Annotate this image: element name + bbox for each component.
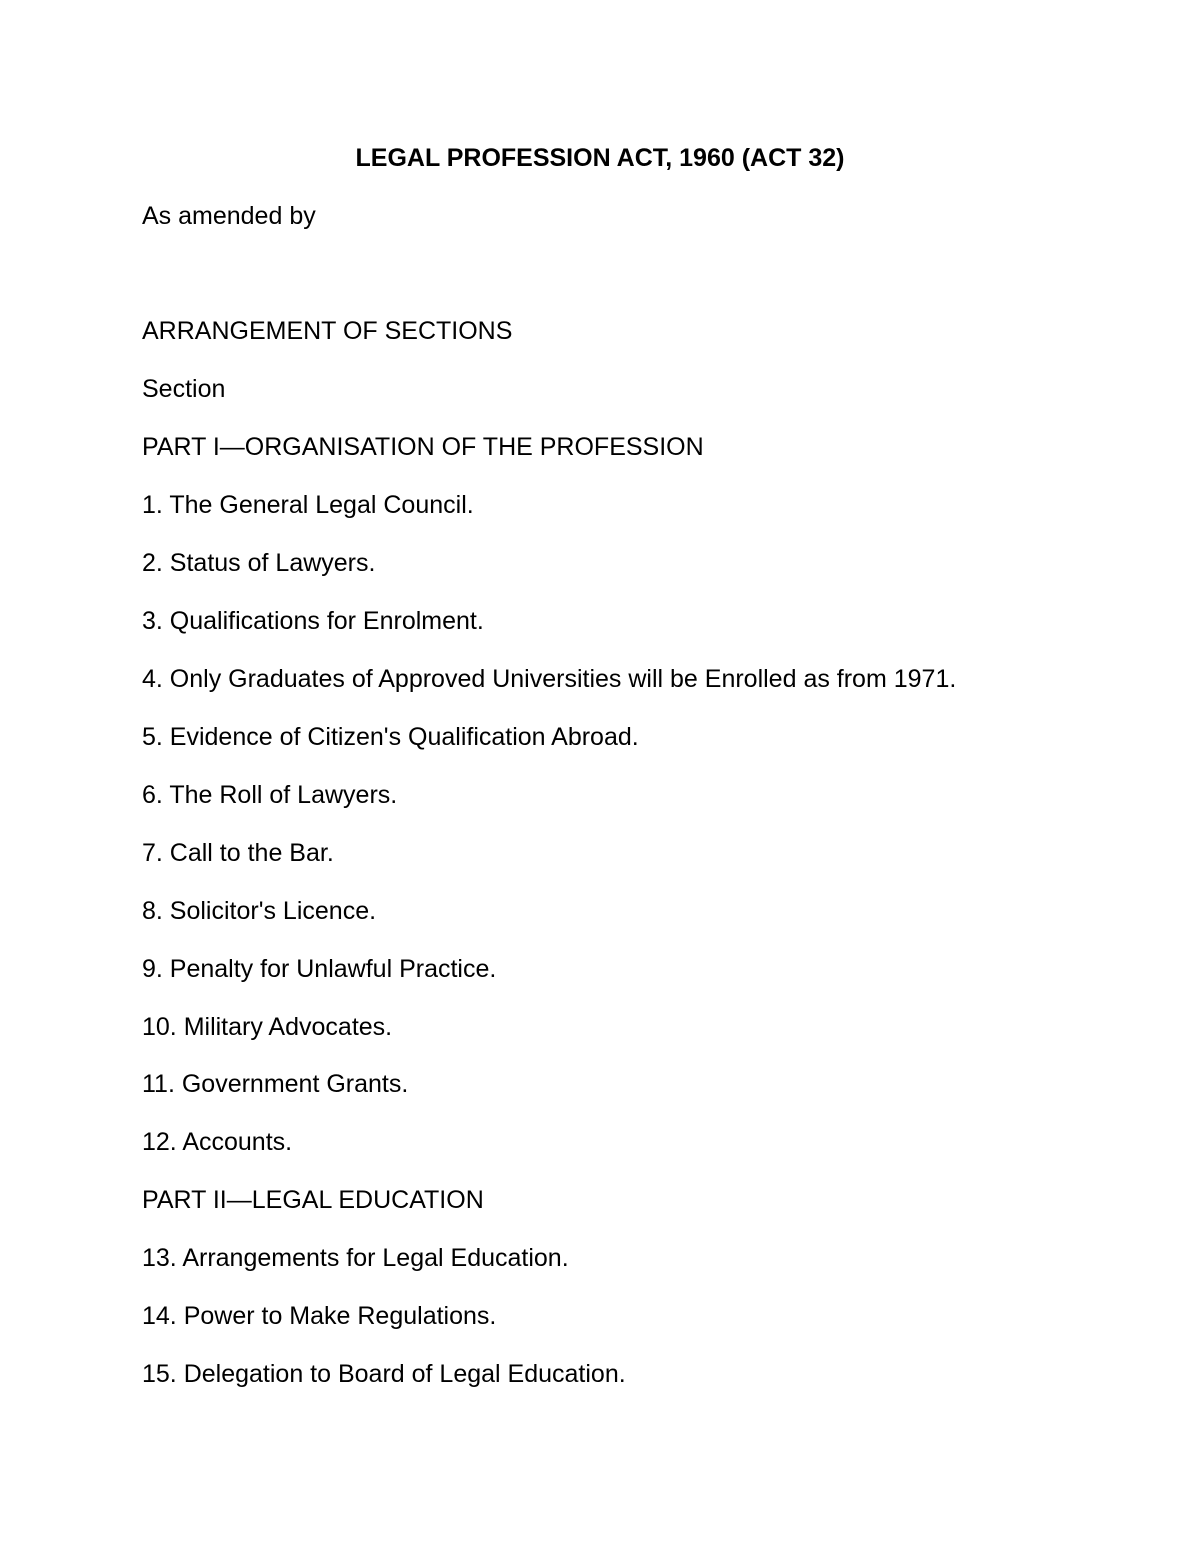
amended-by-text: As amended by <box>142 202 316 230</box>
section-item: 5. Evidence of Citizen's Qualification Abroad. <box>142 723 639 751</box>
document-title: LEGAL PROFESSION ACT, 1960 (ACT 32) <box>355 144 845 172</box>
section-item: 2. Status of Lawyers. <box>142 549 376 577</box>
section-label: Section <box>142 375 226 403</box>
section-item: 12. Accounts. <box>142 1128 293 1156</box>
section-item: 1. The General Legal Council. <box>142 491 474 519</box>
section-item: 14. Power to Make Regulations. <box>142 1302 497 1330</box>
section-item: 10. Military Advocates. <box>142 1013 393 1041</box>
section-item: 13. Arrangements for Legal Education. <box>142 1244 569 1272</box>
section-item: 9. Penalty for Unlawful Practice. <box>142 955 497 983</box>
part-heading: PART I—ORGANISATION OF THE PROFESSION <box>142 433 704 461</box>
part-heading: PART II—LEGAL EDUCATION <box>142 1186 484 1214</box>
section-item: 11. Government Grants. <box>142 1070 409 1098</box>
section-item: 15. Delegation to Board of Legal Education. <box>142 1360 626 1388</box>
section-item: 8. Solicitor's Licence. <box>142 897 377 925</box>
section-item: 3. Qualifications for Enrolment. <box>142 607 484 635</box>
section-item: 7. Call to the Bar. <box>142 839 334 867</box>
arrangement-heading: ARRANGEMENT OF SECTIONS <box>142 317 513 345</box>
section-item: 6. The Roll of Lawyers. <box>142 781 398 809</box>
section-item: 4. Only Graduates of Approved Universities will be Enrolled as from 1971. <box>142 665 957 693</box>
